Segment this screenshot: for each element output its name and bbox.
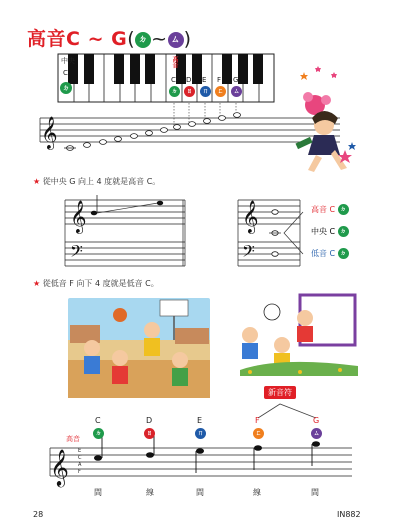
treble-clef-icon: 𝄞 <box>41 116 58 149</box>
key-label-g: G <box>233 76 239 84</box>
cartoon-girl-illustration <box>295 66 356 172</box>
instruction-line-2-text: 從低音 F 向下 4 度就是低音 C。 <box>42 279 159 288</box>
page-number: 28 <box>33 510 44 519</box>
bottom-high-label: 高音 <box>66 435 80 443</box>
title-range: C ~ G <box>66 28 128 50</box>
legend-middle-badge: ㄉ <box>338 226 349 237</box>
legend-middle-text: 中央 C <box>311 227 336 236</box>
bass-clef-icon-right: 𝄢 <box>242 241 255 265</box>
space-letter-e: E <box>78 448 82 454</box>
piano-keyboard <box>58 54 274 102</box>
legend-middle <box>311 226 349 237</box>
title-close-paren: ) <box>183 28 192 50</box>
middle-label: 中央 <box>61 57 75 65</box>
legend-high <box>311 204 349 215</box>
bottom-badge-d: ㄖ <box>144 428 155 439</box>
key-label-f: F <box>217 76 222 84</box>
new-note-bracket <box>258 404 316 418</box>
footer-label-5: 間 <box>311 488 319 497</box>
key-badge-e: ㄇ <box>200 86 211 97</box>
key-badge-g: ㄙ <box>231 86 242 97</box>
instruction-line-2 <box>33 278 159 289</box>
title-prefix: 高音 <box>27 28 67 50</box>
space-letter-a: A <box>78 462 82 468</box>
legend-low-badge: ㄉ <box>338 248 349 259</box>
title-badge-do: ㄉ <box>135 32 151 48</box>
legend-high-text: 高音 C <box>311 205 336 214</box>
bottom-badge-g: ㄙ <box>311 428 322 439</box>
high-label: 高音 <box>171 56 178 68</box>
footer-label-3: 間 <box>196 488 204 497</box>
footer-label-1: 間 <box>94 488 102 497</box>
key-label-e: E <box>202 76 207 84</box>
bottom-note-label-e: E <box>197 416 203 425</box>
book-code: IN882 <box>337 510 361 519</box>
bottom-note-label-f: F <box>255 416 260 425</box>
legend-low <box>311 248 349 259</box>
title-badge-sol: ㄙ <box>168 32 184 48</box>
key-label-d: D <box>186 76 192 84</box>
star-icon: ★ <box>33 177 41 186</box>
staff-bottom-notes <box>94 433 320 473</box>
legend-low-text: 低音 C <box>311 249 336 258</box>
star-icon: ★ <box>33 279 41 288</box>
key-badge-d: ㄖ <box>184 86 195 97</box>
middle-key-label: C <box>63 69 68 77</box>
footer-label-2: 線 <box>146 488 154 497</box>
treble-clef-icon-bottom: 𝄞 <box>50 448 69 486</box>
key-badge-f: ㄈ <box>215 86 226 97</box>
middle-key-badge: ㄉ <box>60 82 72 94</box>
bottom-note-label-d: D <box>146 416 153 425</box>
treble-clef-icon-left: 𝄞 <box>70 200 87 233</box>
bottom-note-label-c: C <box>95 416 101 425</box>
key-badge-c: ㄉ <box>169 86 180 97</box>
treble-clef-icon-right: 𝄞 <box>242 200 259 233</box>
title-tilde: ~ <box>151 28 168 50</box>
instruction-line-1 <box>33 176 160 187</box>
basketball-kids-image <box>68 298 210 398</box>
footer-label-4: 線 <box>253 488 261 497</box>
legend-high-badge: ㄉ <box>338 204 349 215</box>
bass-clef-icon-left: 𝄢 <box>70 241 83 265</box>
title-open-paren: ( <box>127 28 136 50</box>
key-label-c: C <box>171 76 176 84</box>
instruction-line-1-text: 從中央 G 向上 4 度就是高音 C。 <box>42 177 161 186</box>
staff-middle-right-notes <box>269 210 303 257</box>
space-letter-c: C <box>78 455 82 461</box>
bottom-badge-e: ㄇ <box>195 428 206 439</box>
bottom-note-label-g: G <box>313 416 320 425</box>
bottom-badge-c: ㄉ <box>93 428 104 439</box>
soccer-kids-illustration <box>240 295 358 376</box>
space-letter-f: F <box>78 469 81 475</box>
space-letters <box>78 448 82 476</box>
bottom-badge-f: ㄈ <box>253 428 264 439</box>
new-note-badge: 新音符 <box>264 386 296 399</box>
